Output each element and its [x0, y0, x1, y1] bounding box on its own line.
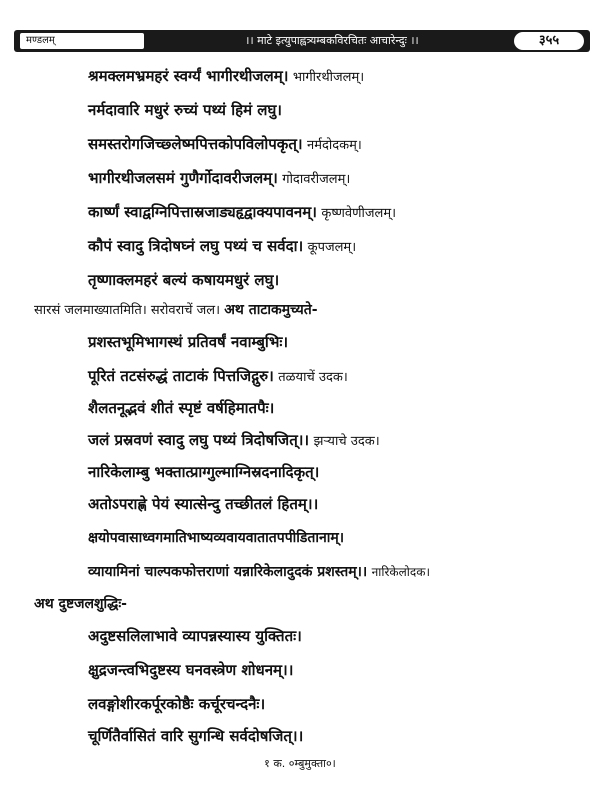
verse-line: क्षयोपवासाध्वगमातिभाष्यव्यवायवातातपपीडितानाम्। [88, 530, 345, 546]
verse-line: भागीरथीजलसमं गुणैर्गोदावरीजलम्। गोदावरीजलम्। [88, 169, 351, 187]
verse-line: शैलतनूद्भवं शीतं स्पृष्टं वर्षहिमातपैः। [88, 399, 275, 417]
verse-line: क्षुद्रजन्त्वभिदुष्टस्य घनवस्त्रेण शोधनम्।। [88, 661, 294, 679]
verse-line: समस्तरोगजिच्छ्लेष्मपित्तकोपविलोपकृत्। नर्मदोदकम्। [88, 135, 362, 153]
verse-line: अतोऽपराह्णे पेयं स्यात्सेन्दु तच्छीतलं हितम्।। [88, 495, 319, 513]
verse-line: कार्ष्णं स्वाद्वग्निपित्तास्रजाड्यहृद्वाक्यपावनम्। कृष्णवेणीजलम्। [88, 203, 397, 221]
verse-line: कौपं स्वादु त्रिदोषघ्नं लघु पथ्यं च सर्वदा। कूपजलम्। [88, 237, 357, 255]
verse-line: व्यायामिनां चाल्पकफोत्तराणां यन्नारिकेलादुदकं प्रशस्तम्।। नारिकेलोदक। [88, 564, 431, 580]
running-title: ।। माटे इत्युपाह्वत्र्यम्बकविरचितः आचारेन्दुः ।। [245, 34, 419, 47]
verse-line: नर्मदावारि मधुरं रुच्यं पथ्यं हिमं लघु। [88, 101, 282, 119]
section-heading: अथ दुष्टजलशुद्धिः- [34, 596, 127, 612]
prose-line: सारसं जलमाख्यातमिति। सरोवराचें जल। अथ ताटाकमुच्यते- [34, 302, 318, 318]
verse-line: पूरितं तटसंरुद्धं ताटाकं पित्तजिद्गुरु। तळयाचें उदक। [88, 367, 348, 385]
page-header [14, 30, 590, 52]
verse-line: श्रमक्लमभ्रमहरं स्वर्ग्यं भागीरथीजलम्। भागीरथीजलम्। [88, 67, 365, 85]
verse-line: जलं प्रस्रवणं स्वादु लघु पथ्यं त्रिदोषजित्।। झऱ्याचे उदक। [88, 431, 380, 449]
page-number: ३५५ [514, 32, 584, 50]
verse-line: नारिकेलाम्बु भक्तात्प्राग्गुल्माग्निस्रदनादिकृत्। [88, 463, 320, 481]
verse-line: प्रशस्तभूमिभागस्थं प्रतिवर्षं नवाम्बुभिः। [88, 333, 289, 351]
section-label: मण्डलम् [20, 33, 144, 49]
verse-line: लवङ्गोशीरकर्पूरकोष्ठैः कर्चूरचन्दनैः। [88, 695, 266, 713]
verse-line: चूर्णितैर्वासितं वारि सुगन्धि सर्वदोषजित्।। [88, 727, 304, 745]
verse-line: अदुष्टसलिलाभावे व्यापन्नस्यास्य युक्तितः। [88, 627, 302, 645]
verse-line: तृष्णाक्लमहरं बल्यं कषायमधुरं लघु। [88, 271, 280, 289]
footnote: १ क. ०म्बुमुक्ता०। [264, 757, 336, 770]
